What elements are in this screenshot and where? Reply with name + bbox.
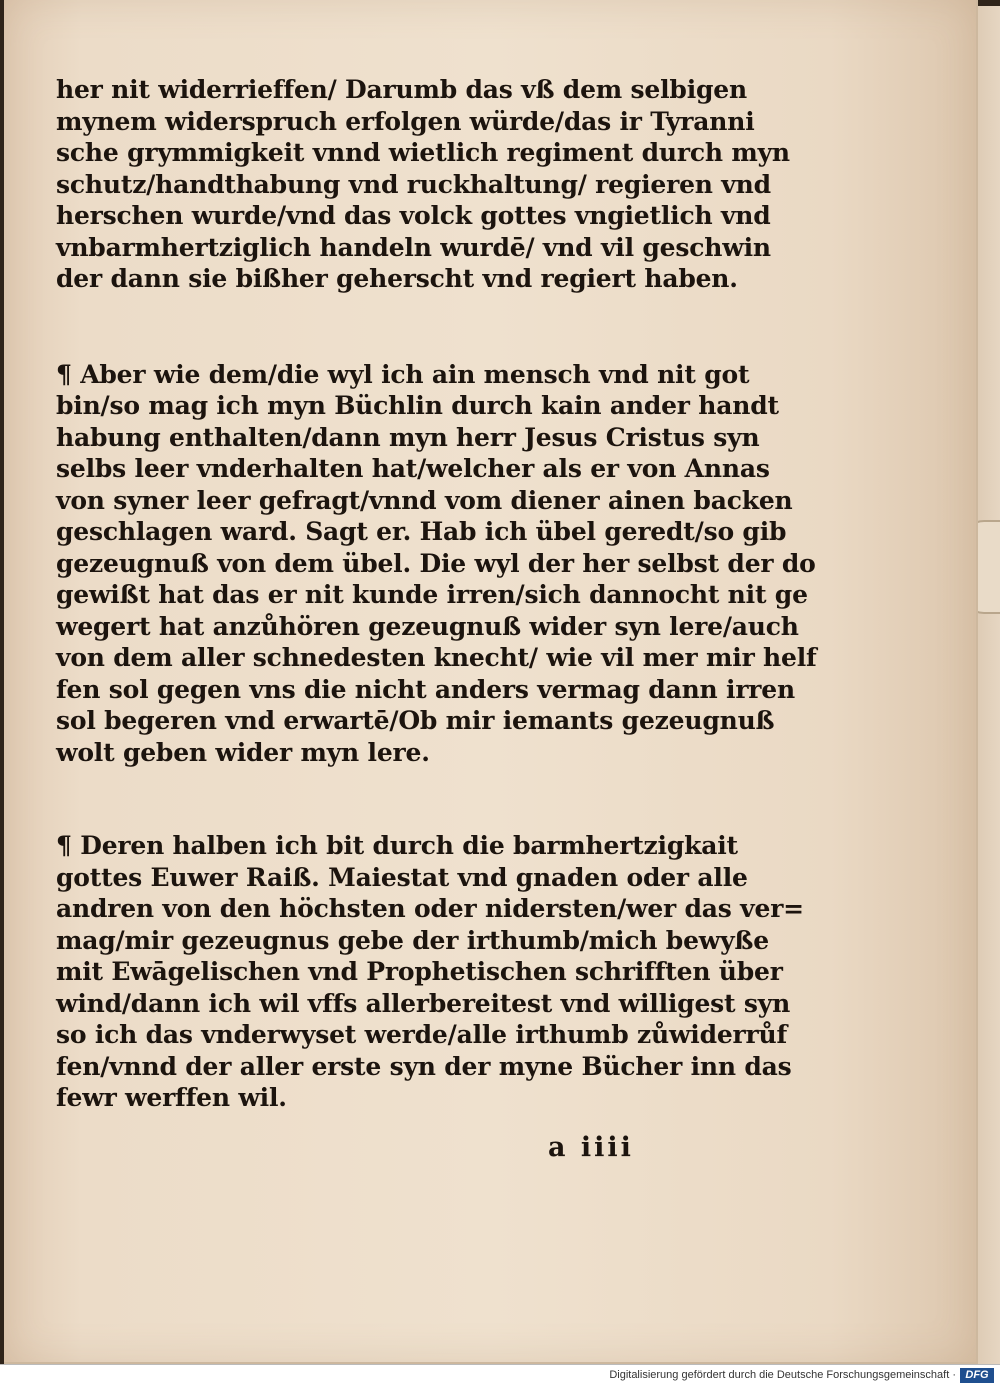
text-line: habung enthalten/dann myn herr Jesus Cristus syn	[56, 422, 760, 452]
text-line: fen sol gegen vns die nicht anders vermag dann irren	[56, 674, 795, 704]
text-line: gottes Euwer Raiß. Maiestat vnd gnaden oder alle	[56, 862, 748, 892]
text-line: fen/vnnd der aller erste syn der myne Bücher inn das	[56, 1051, 792, 1081]
paragraph-gap	[56, 768, 726, 830]
text-line: sche grymmigkeit vnnd wietlich regiment durch myn	[56, 138, 790, 167]
text-line: sol begeren vnd erwartē/Ob mir iemants gezeugnuß	[56, 706, 775, 735]
text-line: her nit widerrieffen/ Darumb das vß dem selbigen	[56, 75, 747, 104]
page-leaf	[4, 0, 978, 1364]
text-line: gewißt hat das er nit kunde irren/sich dannocht nit ge	[56, 580, 808, 609]
text-line: mynem widerspruch erfolgen würde/das ir Tyranni	[56, 106, 755, 136]
paragraph-3	[56, 830, 804, 1114]
footer-credit: Digitalisierung gefördert durch die Deutsche Forschungsgemeinschaft ·	[609, 1369, 956, 1381]
dfg-logo: DFG	[960, 1368, 994, 1383]
text-line: wegert hat anzůhören gezeugnuß wider syn lere/auch	[56, 611, 799, 641]
paragraph-gap	[56, 295, 726, 359]
footer-bar	[0, 1364, 1000, 1387]
page-text	[56, 74, 817, 1114]
text-line: herschen wurde/vnd das volck gottes vngietlich vnd	[56, 201, 771, 230]
text-line: mit Ewāgelischen vnd Prophetischen schrifften über	[56, 957, 783, 986]
text-line: ¶ Deren halben ich bit durch die barmhertzigkait	[56, 831, 738, 860]
text-line: mag/mir gezeugnus gebe der irthumb/mich bewyße	[56, 925, 769, 955]
text-line: vnbarmhertziglich handeln wurdē/ vnd vil geschwin	[56, 232, 771, 262]
signature-mark: a iiii	[548, 1132, 634, 1163]
text-line: gezeugnuß von dem übel. Die wyl der her selbst der do	[56, 548, 816, 578]
text-line: selbs leer vnderhalten hat/welcher als er von Annas	[56, 454, 770, 483]
text-line: andren von den höchsten oder nidersten/wer das ver=	[56, 894, 804, 923]
text-line: ¶ Aber wie dem/die wyl ich ain mensch vnd nit got	[56, 359, 750, 389]
text-line: von syner leer gefragt/vnnd vom diener ainen backen	[56, 485, 793, 515]
paragraph-2	[56, 359, 817, 769]
text-line: wind/dann ich wil vffs allerbereitest vnd willigest syn	[56, 988, 791, 1018]
text-line: geschlagen ward. Sagt er. Hab ich übel geredt/so gib	[56, 517, 787, 546]
text-line: wolt geben wider myn lere.	[56, 737, 430, 767]
text-line: von dem aller schnedesten knecht/ wie vil mer mir helf	[56, 643, 817, 672]
text-line: der dann sie bißher geherscht vnd regiert haben.	[56, 264, 738, 293]
text-line: fewr werffen wil.	[56, 1083, 287, 1112]
paragraph-1	[56, 74, 790, 295]
text-line: bin/so mag ich myn Büchlin durch kain ander handt	[56, 391, 779, 420]
text-line: so ich das vnderwyset werde/alle irthumb zůwiderrůf	[56, 1020, 788, 1049]
text-line: schutz/handthabung vnd ruckhaltung/ regieren vnd	[56, 169, 771, 199]
